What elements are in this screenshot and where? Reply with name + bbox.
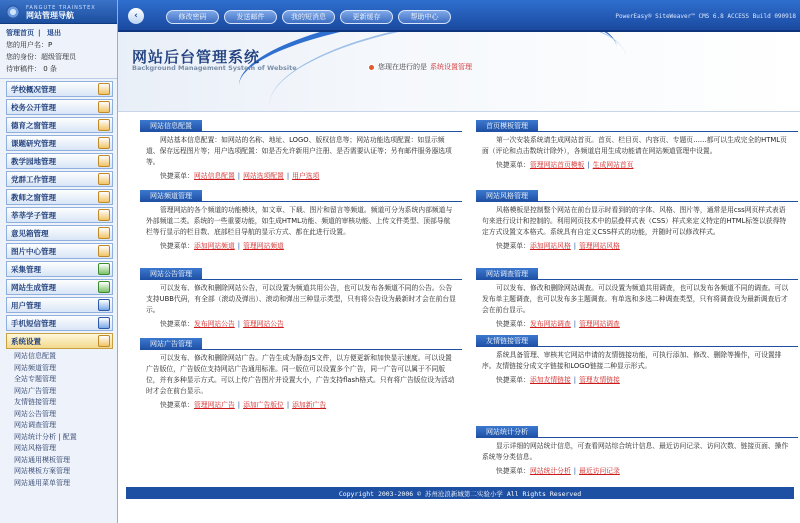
quick-menu-link[interactable]: 网站统计分析 (529, 467, 571, 475)
link-separator: | (237, 242, 241, 250)
admin-home-link[interactable]: 管理首页 (6, 29, 34, 37)
sidebar-menu-label: 学校概况管理 (11, 84, 56, 94)
top-bar (118, 0, 800, 32)
link-separator: | (286, 172, 290, 180)
sidebar-menu-item[interactable] (6, 135, 113, 151)
sidebar-menu-label: 党群工作管理 (11, 174, 56, 184)
submenu-item[interactable]: 网站风格管理 (14, 444, 56, 452)
section-title: 网站广告管理 (140, 338, 202, 350)
quick-menu-label: 快捷菜单： (496, 242, 530, 250)
quick-menu (140, 238, 462, 250)
banner-title: 网站后台管理系统 (132, 48, 261, 66)
section-description: 网站基本信息配置：如网站的名称、地址、LOGO、版权信息等；网站功能选项配置：如显示频道、保存远程图片等；用户选项配置：如是否允许新用户注册、是否需要认证等；另有邮件服务器选项等。 (146, 136, 452, 166)
section-title: 网站统计分析 (476, 426, 538, 438)
link-separator: | (573, 376, 577, 384)
sidebar-menu-label: 采集管理 (11, 264, 41, 274)
link-separator: | (573, 242, 577, 250)
section-description: 显示详细的网站统计信息，可查看网站综合统计信息、最近访问记录、访问次数、链接页面、操作系统等分类信息。 (482, 442, 789, 461)
pending-count: 待审稿件： 0 条 (6, 65, 57, 73)
sidebar-menu-item[interactable] (6, 333, 113, 349)
sidebar-menu-item[interactable] (6, 99, 113, 115)
quick-menu (140, 168, 462, 180)
quick-menu-label: 快捷菜单： (160, 242, 194, 250)
user-role: 您的身份：超级管理员 (6, 53, 76, 61)
edit-icon (98, 173, 110, 185)
quick-menu-label: 快捷菜单： (160, 172, 194, 180)
section-box (476, 426, 798, 475)
quick-menu-label: 快捷菜单： (496, 376, 530, 384)
sidebar-menu-item[interactable] (6, 261, 113, 277)
quick-menu-link[interactable]: 最近访问记录 (579, 467, 620, 475)
edit-icon (98, 209, 110, 221)
section-box (140, 190, 462, 250)
sidebar-menu-item[interactable] (6, 243, 113, 259)
section-title: 首页模板管理 (476, 120, 538, 132)
section-box (140, 338, 462, 409)
top-nav-button[interactable]: 帮助中心 (398, 10, 451, 24)
banner (118, 32, 800, 112)
quick-menu-link[interactable]: 添加网站频道 (193, 242, 235, 250)
sidebar-menu-item[interactable] (6, 81, 113, 97)
link-separator: | (237, 401, 241, 409)
section-box (476, 190, 798, 250)
sidebar-menu-label: 用户管理 (11, 300, 41, 310)
top-nav-button[interactable]: 更新缓存 (340, 10, 393, 24)
sidebar-menu-label: 德育之窗管理 (11, 120, 56, 130)
logo-title: 网站管理导航 (26, 10, 74, 20)
quick-menu-link[interactable]: 用户选项 (292, 172, 320, 180)
tools-icon (98, 335, 110, 347)
position-current: 系统设置管理 (430, 63, 472, 71)
quick-menu-label: 快捷菜单： (160, 401, 194, 409)
sidebar-menu-item[interactable] (6, 153, 113, 169)
quick-menu-link[interactable]: 发布网站公告 (193, 320, 235, 328)
top-nav-button[interactable]: 修改密码 (166, 10, 219, 24)
top-nav-button[interactable]: 发送邮件 (224, 10, 277, 24)
submenu-item[interactable]: 网站模板方案管理 (14, 467, 70, 475)
product-version: PowerEasy® SiteWeaver™ CMS 6.8 ACCESS Build 090918 (615, 13, 796, 20)
quick-menu-link[interactable]: 发布网站调查 (529, 320, 571, 328)
quick-menu-label: 快捷菜单： (496, 320, 530, 328)
submenu-item[interactable]: 全站专题管理 (14, 375, 56, 383)
top-nav-button[interactable]: 我的短消息 (282, 10, 335, 24)
quick-menu (476, 238, 798, 250)
sidebar-menu-item[interactable] (6, 279, 113, 295)
quick-menu-label: 快捷菜单： (496, 467, 530, 475)
sidebar-menu-label: 图片中心管理 (11, 246, 56, 256)
sidebar-menu-label: 系统设置 (11, 336, 41, 346)
link-separator: | (587, 161, 590, 169)
section-box (476, 268, 798, 328)
top-nav (166, 10, 451, 24)
quick-menu-link[interactable]: 管理网站公告 (243, 320, 284, 328)
submenu-item[interactable]: 友情链接管理 (14, 398, 56, 406)
banner-subtitle: Background Management System of Website (132, 64, 297, 72)
sidebar-menu-item[interactable] (6, 225, 113, 241)
section-title: 网站公告管理 (140, 268, 202, 280)
sidebar-menu-label: 课题研究管理 (11, 138, 56, 148)
quick-menu-label: 快捷菜单： (160, 320, 194, 328)
quick-menu-link[interactable]: 添加网站风格 (529, 242, 571, 250)
sidebar-menu-item[interactable] (6, 207, 113, 223)
quick-menu-link[interactable]: 生成网站首页 (592, 161, 634, 169)
section-title: 网站信息配置 (140, 120, 202, 132)
section-box (140, 120, 462, 180)
quick-menu-link[interactable]: 管理网站频道 (243, 242, 284, 250)
user-icon (98, 299, 110, 311)
user-info: 管理首页 | 退出 您的用户名：P 您的身份：超级管理员 待审稿件： 0 条 (0, 24, 117, 79)
quick-menu-link[interactable]: 管理网站首页模板 (529, 161, 585, 169)
sidebar-logo (0, 0, 117, 24)
link-separator: | (286, 401, 290, 409)
generate-icon (98, 281, 110, 293)
quick-menu (140, 397, 462, 409)
submenu-item[interactable]: 网站通用菜单管理 (14, 478, 70, 487)
quick-menu-link[interactable]: 网站选项配置 (243, 172, 284, 180)
quick-menu-link[interactable]: 管理网站广告 (193, 401, 235, 409)
image-icon (98, 245, 110, 257)
link-separator: | (237, 172, 241, 180)
quick-menu (476, 372, 798, 384)
sidebar-menu-label: 手机短信管理 (11, 318, 56, 328)
submenu-item[interactable]: 网站通用模板管理 (14, 455, 70, 464)
sidebar-menu-label: 网站生成管理 (11, 282, 56, 292)
sidebar-menu-label: 教师之窗管理 (11, 192, 56, 202)
submenu-item[interactable]: 网站频道管理 (14, 363, 56, 372)
submenu-item[interactable]: 网站信息配置 (14, 352, 56, 360)
logo-gear-icon (6, 5, 20, 19)
logout-link[interactable]: 退出 (47, 29, 61, 37)
submenu-item[interactable]: 网站广告管理 (14, 386, 56, 395)
collect-icon (98, 263, 110, 275)
section-description: 管理网站的各个频道的功能模块，如文章、下载、图片和留言等频道。频道可分为系统内部频道与外部频道二类。系统的一些重要功能，如生成HTML功能、频道的审核功能、上传文件类型、顶部导航栏等行显示的栏目数、底部栏目导航的显示方式、都在此进行设置。 (146, 206, 453, 236)
quick-menu-link[interactable]: 添加广告版位 (243, 401, 284, 409)
edit-icon (98, 137, 110, 149)
sidebar-menu-label: 莘莘学子管理 (11, 210, 56, 220)
footer: Copyright 2003-2006 © 苏州沧浪新城第二实验小学 All Rights Reserved (126, 487, 794, 499)
section-description: 可以发布、修改和删除网站公告，可以设置为频道共用公告，也可以发布各频道不同的公告。公告支持UBB代码，有全部（滚动及弹出）、滚动和弹出三种显示类型，只有将公告设为最新时才会在前台显示。 (146, 284, 456, 314)
submenu-item[interactable]: 网站公告管理 (14, 409, 56, 418)
sidebar-menu-item[interactable] (6, 315, 113, 331)
link-separator: | (573, 320, 577, 328)
edit-icon (98, 101, 110, 113)
sidebar-menu-item[interactable] (6, 117, 113, 133)
edit-icon (98, 227, 110, 239)
quick-menu-link[interactable]: 添加友情链接 (529, 376, 571, 384)
sidebar-menu-label: 教学园地管理 (11, 156, 56, 166)
sidebar (0, 0, 118, 523)
edit-icon (98, 155, 110, 167)
sidebar-menu-label: 意见箱管理 (11, 228, 49, 238)
section-description: 第一次安装系统请生成网站首页。首页、栏目页、内容页、专题页……都可以生成完全的HTML页面（评论和点击数统计除外），各频道启用生成功能请在网站频道管理中设置。 (482, 136, 787, 155)
quick-menu (140, 316, 462, 328)
section-description: 风格模板是控制整个网站在前台显示时看到的的字体、风格、图片等，通常是用css网页样式表语句来进行设计和控制的。利用网页技术中的层叠样式表（CSS）样式来定义特定的HTML标签以获得特定方式设置文本格式。系统具有自定义CSS样式的功能，并随时可以修改样式。 (482, 206, 787, 236)
quick-menu-link[interactable]: 添加新广告 (292, 401, 327, 409)
quick-menu-link[interactable]: 管理网站风格 (579, 242, 620, 250)
sidebar-menu-item[interactable] (6, 297, 113, 313)
edit-icon (98, 191, 110, 203)
system-settings-submenu (0, 351, 117, 489)
section-box (140, 268, 462, 328)
back-arrow-icon[interactable]: ‹ (128, 8, 144, 24)
position-dot-icon (368, 64, 375, 71)
section-box (476, 335, 798, 384)
submenu-item[interactable]: 网站统计分析 | 配置 (14, 432, 77, 441)
section-title: 友情链接管理 (476, 335, 538, 347)
phone-icon (98, 317, 110, 329)
sidebar-menu-item[interactable] (6, 189, 113, 205)
quick-menu (476, 316, 798, 328)
section-description: 系统具备管理、审核其它网站申请的友情链接功能，可执行添加、修改、删除等操作，可设置排序。友情链接分成文字链接和LOGO链接二种显示形式。 (482, 351, 782, 370)
edit-icon (98, 83, 110, 95)
quick-menu-link[interactable]: 网站信息配置 (193, 172, 235, 180)
sidebar-menu-item[interactable] (6, 171, 113, 187)
link-separator: | (237, 320, 241, 328)
user-name: 您的用户名：P (6, 41, 53, 49)
quick-menu (476, 463, 798, 475)
section-title: 网站调查管理 (476, 268, 538, 280)
logo-small-text: FANGUTE TRAINSTEX (26, 4, 96, 11)
quick-menu-link[interactable]: 管理友情链接 (579, 376, 620, 384)
quick-menu (476, 157, 798, 169)
section-box (476, 120, 798, 169)
quick-menu-label: 快捷菜单： (496, 161, 530, 169)
position-prefix: 您现在进行的是 (378, 63, 427, 71)
edit-icon (98, 119, 110, 131)
current-position (368, 62, 472, 72)
link-separator: | (573, 467, 577, 475)
quick-menu-link[interactable]: 管理网站调查 (579, 320, 620, 328)
section-description: 可以发布、修改和删除网站广告。广告生成为静态JS文件，以方便更新和加快显示速度。可以设置广告版位，广告版位支持网站广告通用标准。同一版位可以设置多个广告，同一广告可以属于不同版位，并有多种显示方式。可以上传广告图片并设置大小，广告支持flash格式。只有将广告版位设为活动时才会在前台显示。 (146, 354, 455, 395)
section-title: 网站频道管理 (140, 190, 202, 202)
section-title: 网站风格管理 (476, 190, 538, 202)
section-description: 可以发布、修改和删除网站调查。可以设置为频道共用调查，也可以发布各频道不同的调查。可以发布单主题调查，也可以发布多主题调查。有单选和多选二种调查类型，只有将调查设为最新调查后才会在前台显示。 (482, 284, 789, 314)
sidebar-menu-label: 校务公开管理 (11, 102, 56, 112)
submenu-item[interactable]: 网站调查管理 (14, 421, 56, 429)
